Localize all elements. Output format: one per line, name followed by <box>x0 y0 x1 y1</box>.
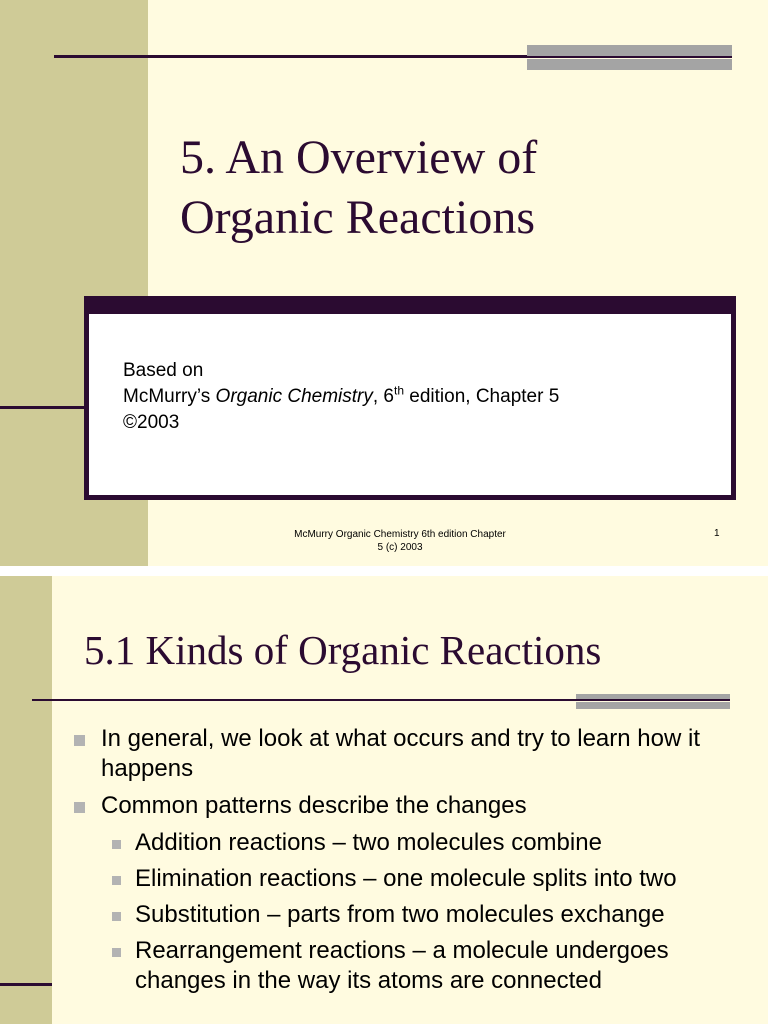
square-bullet-icon <box>74 802 85 813</box>
top-accent-bar-lower <box>527 59 732 70</box>
square-bullet-icon <box>112 840 121 849</box>
square-bullet-icon <box>112 912 121 921</box>
list-item <box>72 936 752 996</box>
footer-line-1: McMurry Organic Chemistry 6th edition Chapter <box>294 529 506 540</box>
slide-title: 5.1 Kinds of Organic Reactions <box>84 627 602 673</box>
top-accent-bar <box>527 45 732 56</box>
bottom-side-rule <box>0 983 52 986</box>
list-item <box>72 828 752 858</box>
slide-title-line-1: 5. An Overview of <box>180 131 538 184</box>
sub-bullet-text: Addition reactions – two molecules combine <box>135 829 602 856</box>
slide-2 <box>0 576 768 1024</box>
edition-sup: th <box>394 383 405 398</box>
side-rule <box>0 406 84 409</box>
sub-bullet-text: Elimination reactions – one molecule splits into two <box>135 865 677 892</box>
subtitle-box <box>84 296 736 500</box>
subtitle-line-copyright: ©2003 <box>123 412 180 433</box>
slide-title <box>180 128 740 248</box>
author: McMurry’s <box>123 386 216 407</box>
list-item <box>72 900 752 930</box>
square-bullet-icon <box>74 735 85 746</box>
bullet-list <box>72 724 752 1002</box>
edition-prefix: , 6 <box>372 386 394 407</box>
subtitle-line-based-on: Based on <box>123 360 204 381</box>
page-number: 1 <box>714 528 720 539</box>
list-item <box>72 724 752 784</box>
title-accent-bar <box>576 694 730 699</box>
subtitle-line-reference <box>123 384 559 410</box>
slide-title-line-2: Organic Reactions <box>180 191 536 244</box>
subtitle-text <box>123 358 559 436</box>
footer-line-2: 5 (c) 2003 <box>377 542 423 553</box>
bullet-text: In general, we look at what occurs and try to learn how it happens <box>101 725 700 782</box>
list-item <box>72 864 752 894</box>
edition-suffix: edition, Chapter 5 <box>404 386 560 407</box>
sub-bullet-text: Substitution – parts from two molecules exchange <box>135 901 665 928</box>
list-item <box>72 791 752 821</box>
title-rule <box>32 699 730 701</box>
title-accent-bar-lower <box>576 702 730 709</box>
square-bullet-icon <box>112 948 121 957</box>
sub-bullet-text: Rearrangement reactions – a molecule undergoes changes in the way its atoms are connected <box>135 937 669 994</box>
slide-separator <box>0 566 768 576</box>
slide-footer <box>250 528 550 554</box>
sidebar-band <box>0 576 52 1024</box>
square-bullet-icon <box>112 876 121 885</box>
book-title: Organic Chemistry <box>215 386 373 407</box>
bullet-text: Common patterns describe the changes <box>101 792 527 819</box>
